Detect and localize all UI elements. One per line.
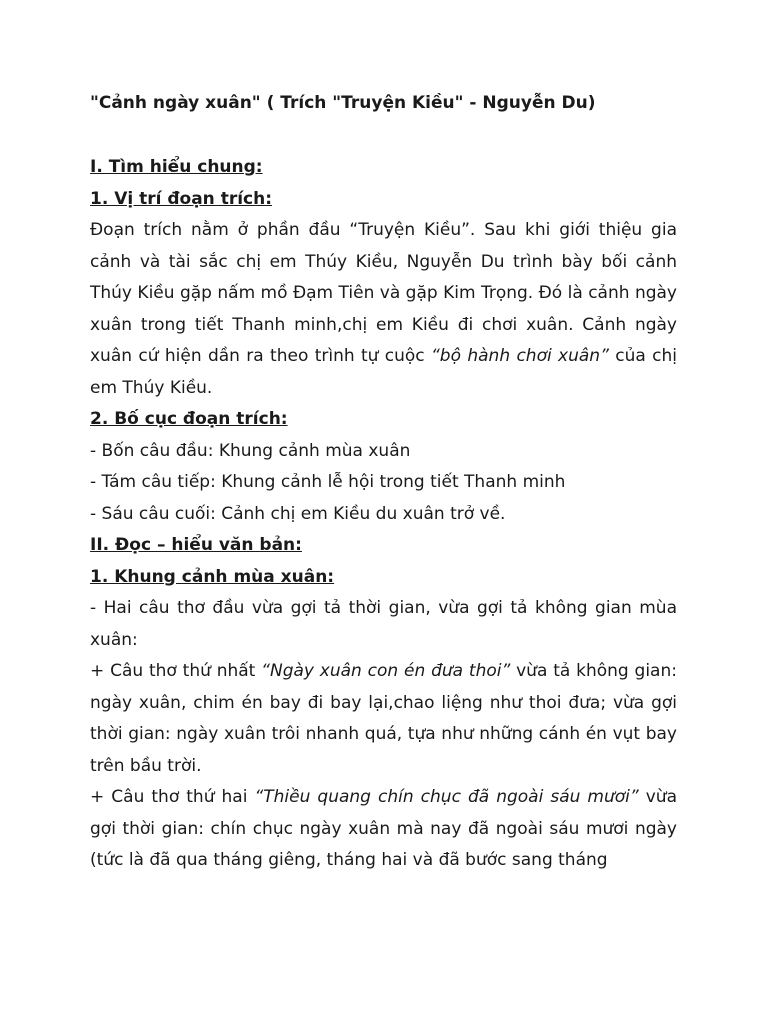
subheading-spring-scene: 1. Khung cảnh mùa xuân: xyxy=(90,566,335,587)
second-verse-text-b: vừa gợi thời gian: chín chục ngày xuân mà nay đã ngoài sáu mươi ngày (tức là đã qua tháng giêng, tháng hai và đã bước sang tháng xyxy=(90,787,677,870)
second-verse-text-a: + Câu thơ thứ hai xyxy=(90,787,255,807)
paragraph-first-verse xyxy=(90,656,677,782)
layout-item: - Sáu câu cuối: Cảnh chị em Kiều du xuân trở về. xyxy=(90,503,506,524)
first-verse-quote: “Ngày xuân con én đưa thoi” xyxy=(261,661,511,681)
paragraph-second-verse xyxy=(90,782,677,877)
layout-item: - Tám câu tiếp: Khung cảnh lễ hội trong tiết Thanh minh xyxy=(90,472,566,492)
subheading-position: 1. Vị trí đoạn trích: xyxy=(90,188,273,209)
paragraph-position-quote: “bộ hành chơi xuân” xyxy=(431,346,609,366)
paragraph-position xyxy=(90,215,677,404)
paragraph-position-text-b: của chị em Thúy Kiều. xyxy=(90,346,677,398)
first-verse-text-b: vừa tả không gian: ngày xuân, chim én bay đi bay lại,chao liệng như thoi đưa; vừa gợi thời gian: ngày xuân trôi nhanh quá, tựa như những cánh én vụt bay trên bầu trời. xyxy=(90,661,677,776)
section-heading-reading: II. Đọc – hiểu văn bản: xyxy=(90,535,302,555)
layout-item: - Bốn câu đầu: Khung cảnh mùa xuân xyxy=(90,440,411,461)
second-verse-quote: “Thiều quang chín chục đã ngoài sáu mươi” xyxy=(254,787,639,807)
section-heading-general: I. Tìm hiểu chung: xyxy=(90,157,263,177)
document-title: "Cảnh ngày xuân" ( Trích "Truyện Kiều" - Nguyễn Du) xyxy=(90,93,596,113)
first-verse-text-a: + Câu thơ thứ nhất xyxy=(90,661,262,681)
document-page xyxy=(90,88,677,877)
subheading-layout: 2. Bố cục đoạn trích: xyxy=(90,409,288,429)
paragraph-position-text-a: Đoạn trích nằm ở phần đầu “Truyện Kiều”. Sau khi giới thiệu gia cảnh và tài sắc chị em Thúy Kiều, Nguyễn Du trình bày bối cảnh Thúy Kiều gặp nấm mồ Đạm Tiên và gặp Kim Trọng. Đó là cảnh ngày xuân trong tiết Thanh minh,chị em Kiều đi chơi xuân. Cảnh ngày xuân cứ hiện dần ra theo trình tự cuộc xyxy=(90,220,677,366)
paragraph-spring-intro: - Hai câu thơ đầu vừa gợi tả thời gian, vừa gợi tả không gian mùa xuân: xyxy=(90,598,677,650)
